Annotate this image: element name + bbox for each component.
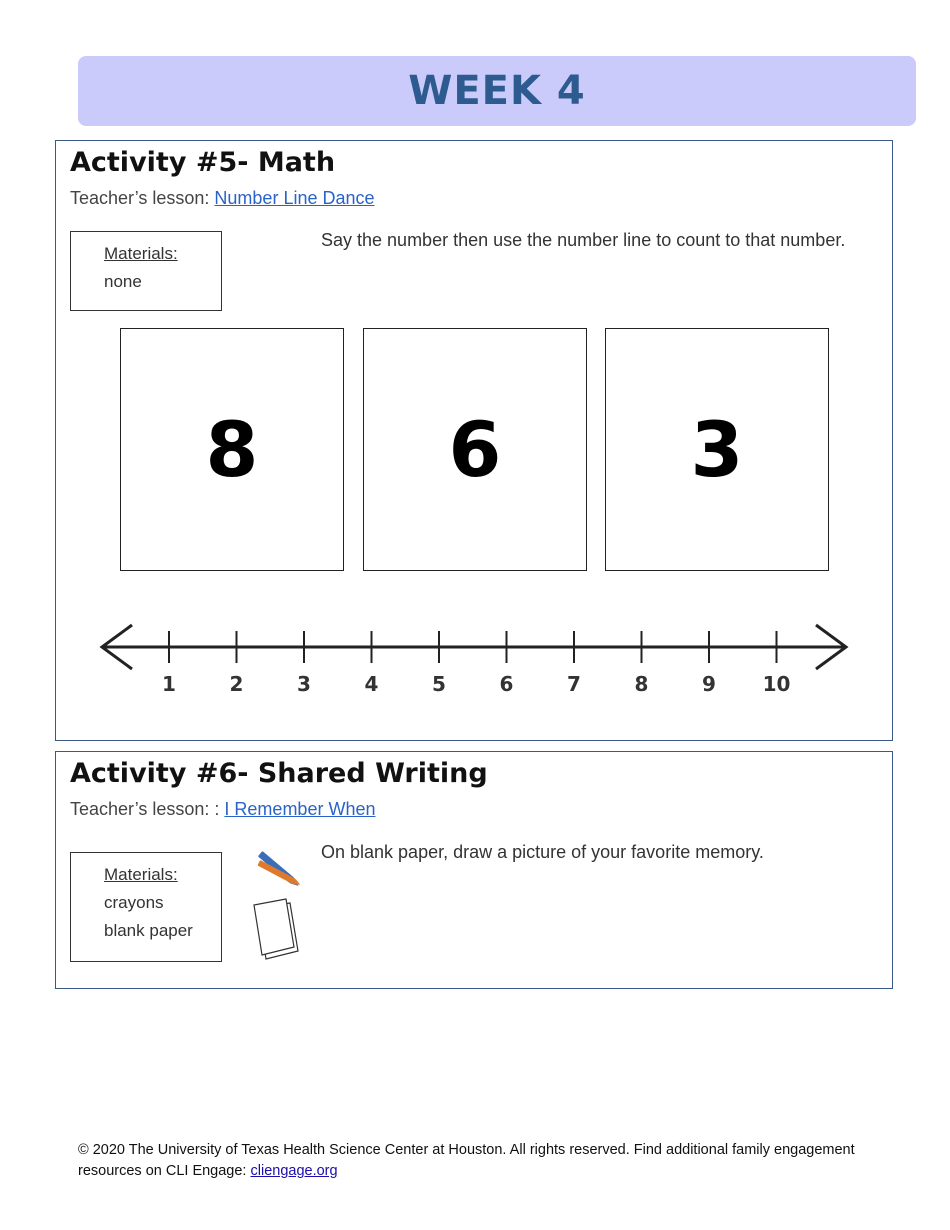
materials-item: crayons — [104, 893, 164, 912]
week-banner — [78, 56, 916, 126]
number-line-label: 4 — [364, 672, 379, 696]
number-line-label: 1 — [162, 672, 176, 696]
number-line-label: 7 — [567, 672, 581, 696]
activity-6-section — [55, 751, 893, 989]
number-line-label: 5 — [432, 672, 446, 696]
activity-6-instruction: On blank paper, draw a picture of your favorite memory. — [321, 842, 764, 862]
activity-6-title: Activity #6- Shared Writing — [70, 758, 488, 789]
number-card: 3 — [605, 328, 829, 571]
number-line — [96, 611, 856, 701]
cliengage-link[interactable]: cliengage.org — [250, 1163, 338, 1179]
number-line-label: 9 — [702, 672, 716, 696]
activity-6-materials-box — [70, 852, 222, 962]
materials-item: none — [104, 272, 142, 291]
tick-group — [162, 631, 790, 696]
activity-5-lesson — [70, 188, 375, 209]
week-title: WEEK 4 — [408, 68, 586, 114]
number-line-label: 6 — [499, 672, 514, 696]
lesson-prefix: Teacher’s lesson: : — [70, 799, 225, 819]
footer-text: © 2020 The University of Texas Health Science Center at Houston. All rights reserved. Find additional family engagement resources on CLI Engage: — [78, 1142, 855, 1179]
number-line-label: 10 — [762, 672, 791, 696]
i-remember-when-link[interactable]: I Remember When — [224, 799, 376, 819]
activity-5-section — [55, 140, 893, 741]
crayons-icon — [257, 851, 301, 889]
materials-heading: Materials: — [104, 244, 178, 263]
materials-item: blank paper — [104, 921, 193, 940]
number-line-label: 8 — [634, 672, 649, 696]
materials-heading: Materials: — [104, 865, 178, 884]
activity-5-title: Activity #5- Math — [70, 147, 336, 178]
number-card: 8 — [120, 328, 344, 571]
lesson-prefix: Teacher’s lesson: — [70, 188, 215, 208]
number-line-label: 3 — [297, 672, 311, 696]
supplies-illustration — [246, 847, 308, 967]
number-line-label: 2 — [229, 672, 244, 696]
number-line-dance-link[interactable]: Number Line Dance — [214, 188, 375, 208]
activity-5-instruction: Say the number then use the number line to count to that number. — [321, 230, 846, 250]
number-card: 6 — [363, 328, 587, 571]
activity-5-materials-box — [70, 231, 222, 311]
blank-paper-icon — [254, 899, 298, 959]
footer — [78, 1140, 878, 1182]
activity-6-lesson — [70, 799, 375, 820]
